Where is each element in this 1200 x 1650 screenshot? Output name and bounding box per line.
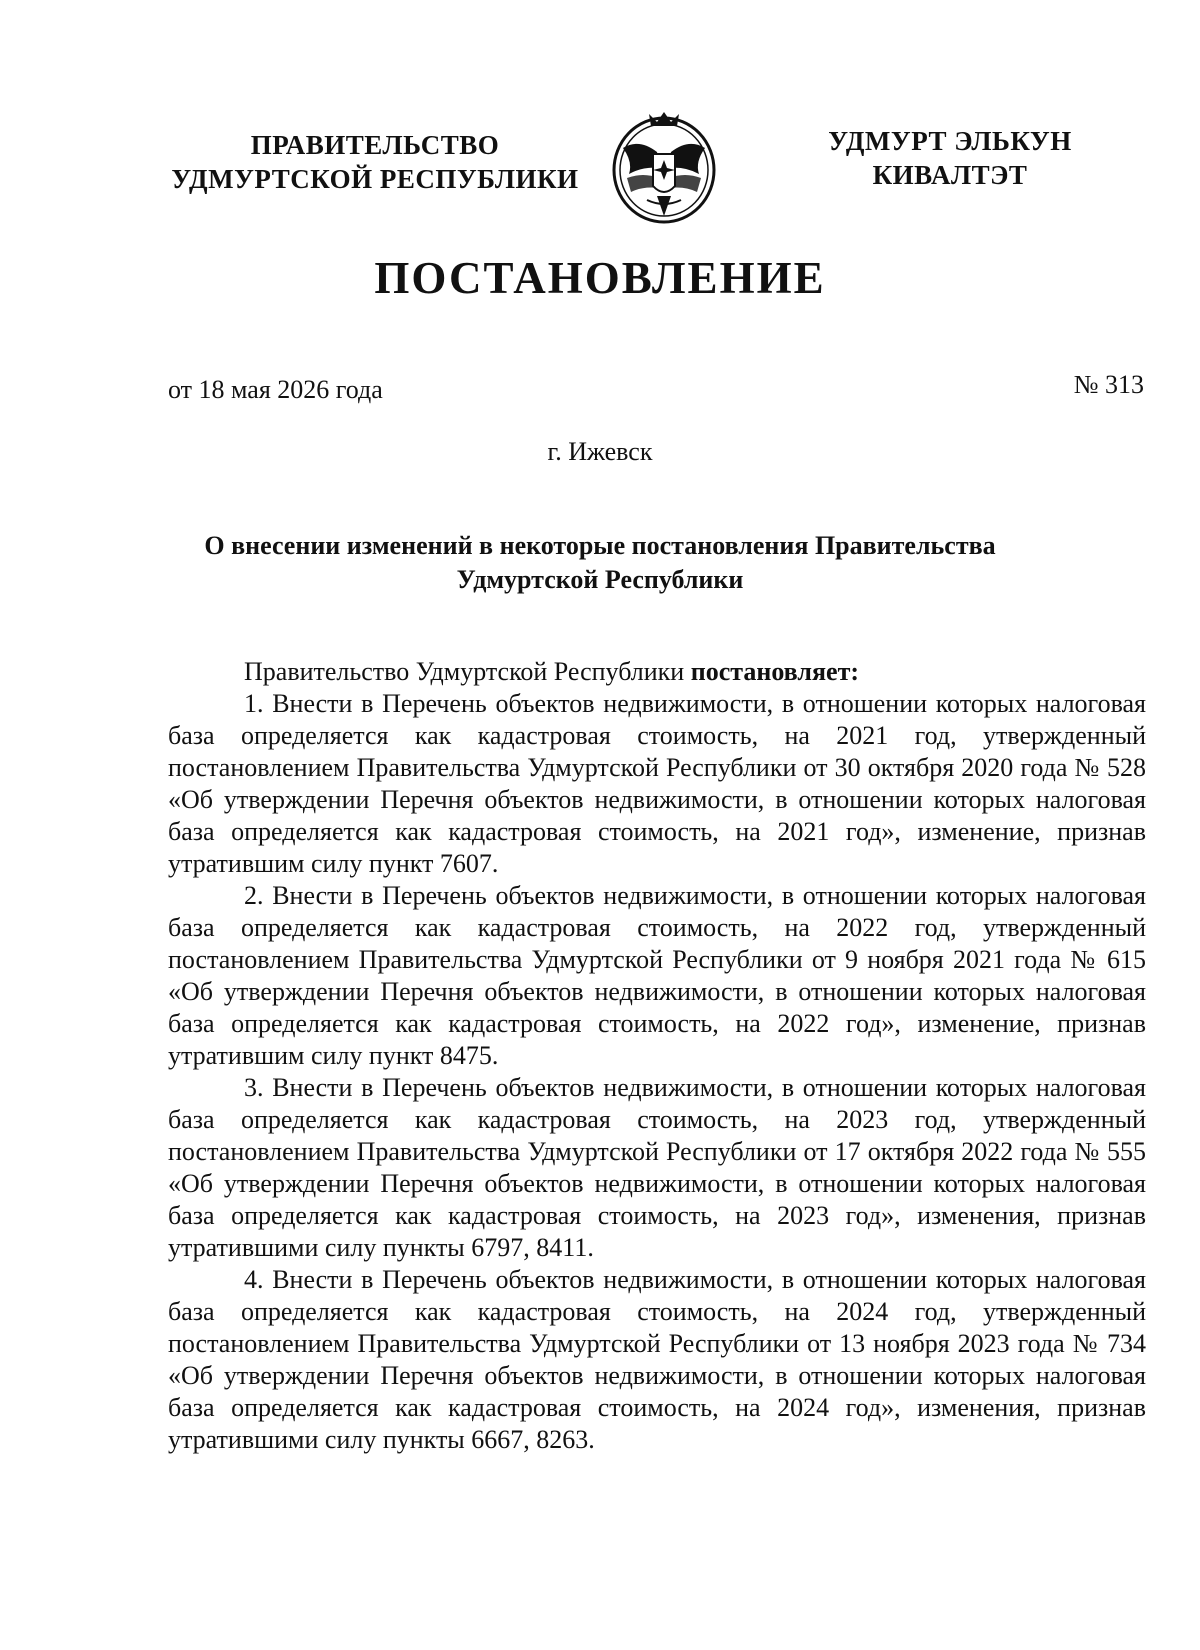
issuer-name-udmurt bbox=[800, 124, 1100, 192]
document-date: от 18 мая 2026 года bbox=[168, 375, 383, 404]
resolution-item: 3. Внести в Перечень объектов недвижимости, в отношении которых налоговая база определяется как кадастровая стоимость, на 2023 год, утвержденный постановлением Правительства Удмуртской Республики от 17 октября 2022 года № 555 «Об утверждении Перечня объектов недвижимости, в отношении которых налоговая база определяется как кадастровая стоимость, на 2023 год», изменения, признав утратившими силу пункты 6797, 8411. bbox=[168, 1073, 1146, 1262]
issuer-name-line: УДМУРТ ЭЛЬКУН bbox=[828, 126, 1072, 156]
document-type-heading: ПОСТАНОВЛЕНИЕ bbox=[374, 253, 826, 303]
resolution-item: 1. Внести в Перечень объектов недвижимости, в отношении которых налоговая база определяется как кадастровая стоимость, на 2021 год, утвержденный постановлением Правительства Удмуртской Республики от 30 октября 2020 года № 528 «Об утверждении Перечня объектов недвижимости, в отношении которых налоговая база определяется как кадастровая стоимость, на 2021 год», изменение, признав утратившим силу пункт 7607. bbox=[168, 689, 1146, 878]
document-title-line: О внесении изменений в некоторые постановления Правительства bbox=[204, 531, 996, 560]
preamble bbox=[168, 656, 1146, 688]
document-title-line: Удмуртской Республики bbox=[456, 565, 744, 594]
document-number: № 313 bbox=[1073, 370, 1144, 399]
document-body bbox=[168, 656, 1146, 1456]
preamble-bold: постановляет: bbox=[690, 657, 859, 686]
issuer-name-line: УДМУРТСКОЙ РЕСПУБЛИКИ bbox=[171, 164, 579, 194]
preamble-text: Правительство Удмуртской Республики bbox=[244, 657, 691, 686]
issuer-name-line: КИВАЛТЭТ bbox=[872, 160, 1028, 190]
resolution-item: 2. Внести в Перечень объектов недвижимости, в отношении которых налоговая база определяется как кадастровая стоимость, на 2022 год, утвержденный постановлением Правительства Удмуртской Республики от 9 ноября 2021 года № 615 «Об утверждении Перечня объектов недвижимости, в отношении которых налоговая база определяется как кадастровая стоимость, на 2022 год», изменение, признав утратившим силу пункт 8475. bbox=[168, 881, 1146, 1070]
resolution-item: 4. Внести в Перечень объектов недвижимости, в отношении которых налоговая база определяется как кадастровая стоимость, на 2024 год, утвержденный постановлением Правительства Удмуртской Республики от 13 ноября 2023 года № 734 «Об утверждении Перечня объектов недвижимости, в отношении которых налоговая база определяется как кадастровая стоимость, на 2024 год», изменения, признав утратившими силу пункты 6667, 8263. bbox=[168, 1265, 1146, 1454]
issuer-name-russian bbox=[150, 128, 600, 196]
document-city: г. Ижевск bbox=[547, 437, 653, 466]
issuer-name-line: ПРАВИТЕЛЬСТВО bbox=[250, 130, 500, 160]
document-title bbox=[150, 529, 1050, 597]
udmurt-coat-of-arms-icon bbox=[609, 108, 719, 226]
